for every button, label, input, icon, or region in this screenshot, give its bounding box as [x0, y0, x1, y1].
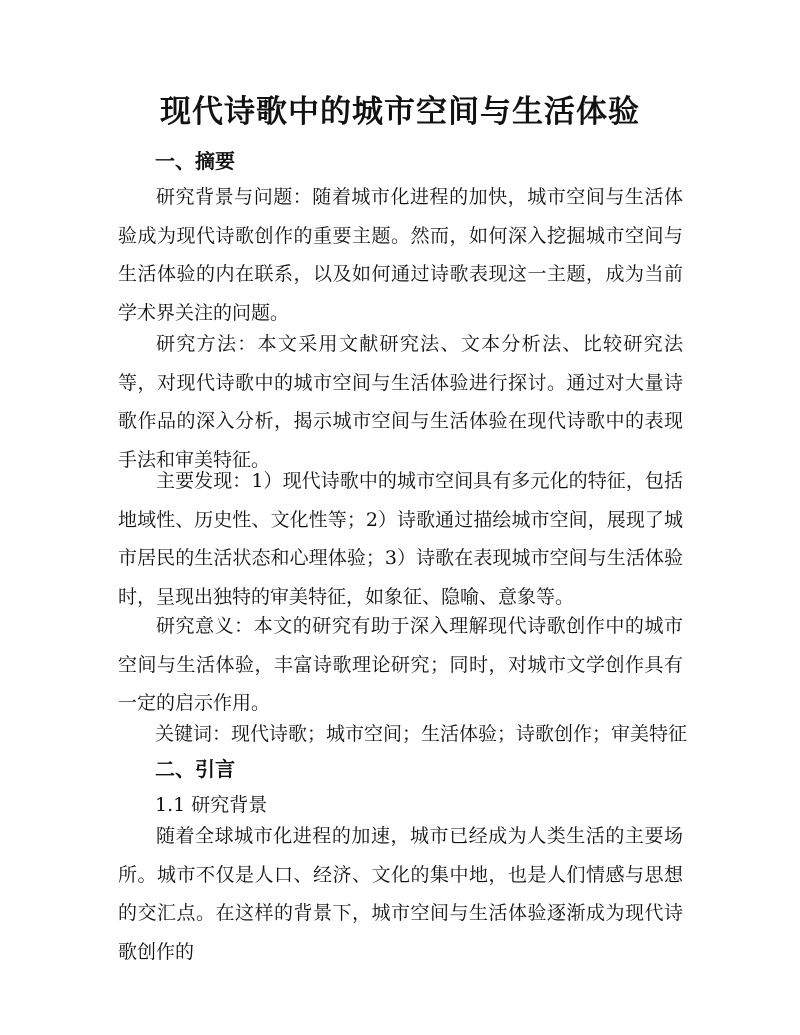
subsection-heading-research-background: 1.1 研究背景 — [155, 794, 268, 816]
abstract-findings-paragraph: 主要发现：1）现代诗歌中的城市空间具有多元化的特征，包括地域性、历史性、文化性等；2）诗歌通过描绘城市空间，展现了城市居民的生活状态和心理体验；3）诗歌在表现城市空间与生活体验时，呈现出独特的审美特征，如象征、隐喻、意象等。 — [118, 470, 683, 608]
section-heading-introduction: 二、引言 — [155, 757, 235, 781]
abstract-background-paragraph: 研究背景与问题：随着城市化进程的加快，城市空间与生活体验成为现代诗歌创作的重要主题。然而，如何深入挖掘城市空间与生活体验的内在联系，以及如何通过诗歌表现这一主题，成为当前学术界关注的问题。 — [118, 186, 683, 324]
introduction-paragraph: 随着全球城市化进程的加速，城市已经成为人类生活的主要场所。城市不仅是人口、经济、文化的集中地，也是人们情感与思想的交汇点。在这样的背景下，城市空间与生活体验逐渐成为现代诗歌创作的 — [118, 825, 683, 963]
abstract-significance-paragraph: 研究意义：本文的研究有助于深入理解现代诗歌创作中的城市空间与生活体验，丰富诗歌理论研究；同时，对城市文学创作具有一定的启示作用。 — [118, 615, 683, 714]
keywords-line: 关键词：现代诗歌；城市空间；生活体验；诗歌创作；审美特征 — [155, 723, 688, 745]
section-heading-abstract: 一、摘要 — [155, 149, 235, 173]
abstract-method-paragraph: 研究方法：本文采用文献研究法、文本分析法、比较研究法等，对现代诗歌中的城市空间与生活体验进行探讨。通过对大量诗歌作品的深入分析，揭示城市空间与生活体验在现代诗歌中的表现手法和审美特征。 — [118, 333, 683, 471]
document-title: 现代诗歌中的城市空间与生活体验 — [160, 94, 640, 130]
